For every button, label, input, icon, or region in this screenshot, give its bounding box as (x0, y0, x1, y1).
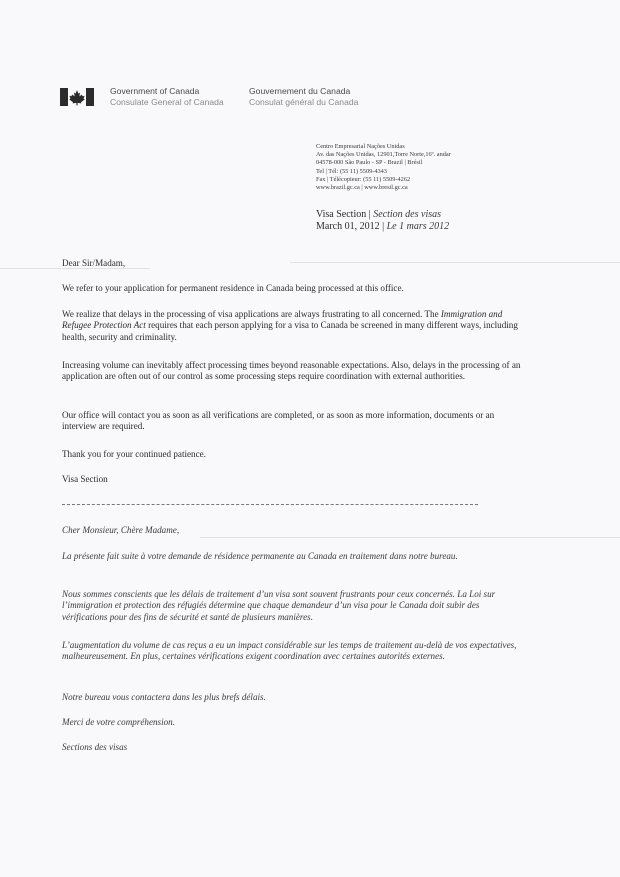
section-line (316, 209, 449, 221)
paragraph-en-3: Increasing volume can inevitably affect processing times beyond reasonable expectations. Also, delays in the processing of an application are often out of our control as some processing steps require coordination with external authorities. (62, 360, 521, 382)
scan-line (200, 537, 620, 538)
address-line: Tel | Tél: (55 11) 5509-4343 (316, 167, 387, 175)
government-fr (249, 86, 358, 107)
paragraph-en-2 (62, 309, 524, 343)
language-divider (62, 504, 478, 505)
date-separator: | (379, 220, 387, 232)
gov-fr-title: Gouvernement du Canada (249, 86, 351, 96)
paragraph-en-1: We refer to your application for permanent residence in Canada being processed at this office. (62, 283, 404, 293)
address-line: Av. das Nações Unidas, 12901,Torre Norte,16º. andar (316, 151, 451, 159)
consulate-en-title: Consulate General of Canada (110, 96, 224, 107)
section-separator: | (366, 209, 374, 220)
act-title: Immigration and Refugee Protection Act (62, 309, 503, 331)
paragraph-en-5: Thank you for your continued patience. (62, 449, 206, 459)
paragraph-en-4: Our office will contact you as soon as all verifications are completed, or as soon as more information, documents or an interview are required. (62, 410, 495, 432)
salutation-fr: Cher Monsieur, Chère Madame, (62, 525, 180, 535)
address-line: Centro Empresarial Nações Unidas (316, 143, 405, 150)
consulate-fr-title: Consulat général du Canada (249, 96, 359, 107)
address-line: 04578-000 São Paulo - SP - Brazil | Brésil (316, 159, 423, 167)
section-en: Visa Section (316, 209, 367, 220)
date-fr: Le 1 mars 2012 (386, 220, 450, 232)
section-fr: Section des visas (373, 209, 442, 220)
gov-en-title: Government of Canada (110, 86, 200, 96)
paragraph-fr-1: La présente fait suite à votre demande de résidence permanente au Canada en traitement dans notre bureau. (62, 551, 458, 561)
canada-flag-icon (60, 88, 94, 106)
signoff-en: Visa Section (62, 474, 108, 484)
address-block (316, 143, 451, 192)
date-en: March 01, 2012 (316, 220, 380, 232)
paragraph-en-2-start: We realize that delays in the processing of visa applications are always frustrating to all concerned. The (62, 309, 439, 319)
section-and-date (316, 209, 449, 232)
paragraph-fr-5: Merci de votre compréhension. (62, 717, 175, 727)
paragraph-en-2-end: requires that each person applying for a visa to Canada be screened in many different ways, including health, security and criminality. (62, 320, 518, 342)
date-line (316, 221, 449, 233)
paragraph-fr-3: L’augmentation du volume de cas reçus a eu un impact considérable sur les temps de traitement au-delà de vos expectatives, malheureusement. En plus, certaines vérifications exigent coordination avec certaines autorités externes. (62, 640, 517, 662)
paragraph-fr-2: Nous sommes conscients que les délais de traitement d’un visa sont souvent frustrants pour ceux concernés. La Loi sur l’immigration et protection des réfugiés détermine que chaque demandeur d’un visa pour le Canada doit subir des vérifications pour des fins de sécurité et santé de plusieurs manières. (62, 589, 496, 622)
salutation-en: Dear Sir/Madam, (62, 258, 126, 268)
government-en (110, 86, 224, 107)
address-line: Fax | Télécopieur: (55 11) 5509-4262 (316, 175, 411, 183)
signoff-fr: Sections des visas (62, 742, 128, 752)
paragraph-fr-4: Notre bureau vous contactera dans les plus brefs délais. (62, 692, 266, 702)
address-line: www.brazil.gc.ca | www.bresil.gc.ca (316, 184, 408, 192)
